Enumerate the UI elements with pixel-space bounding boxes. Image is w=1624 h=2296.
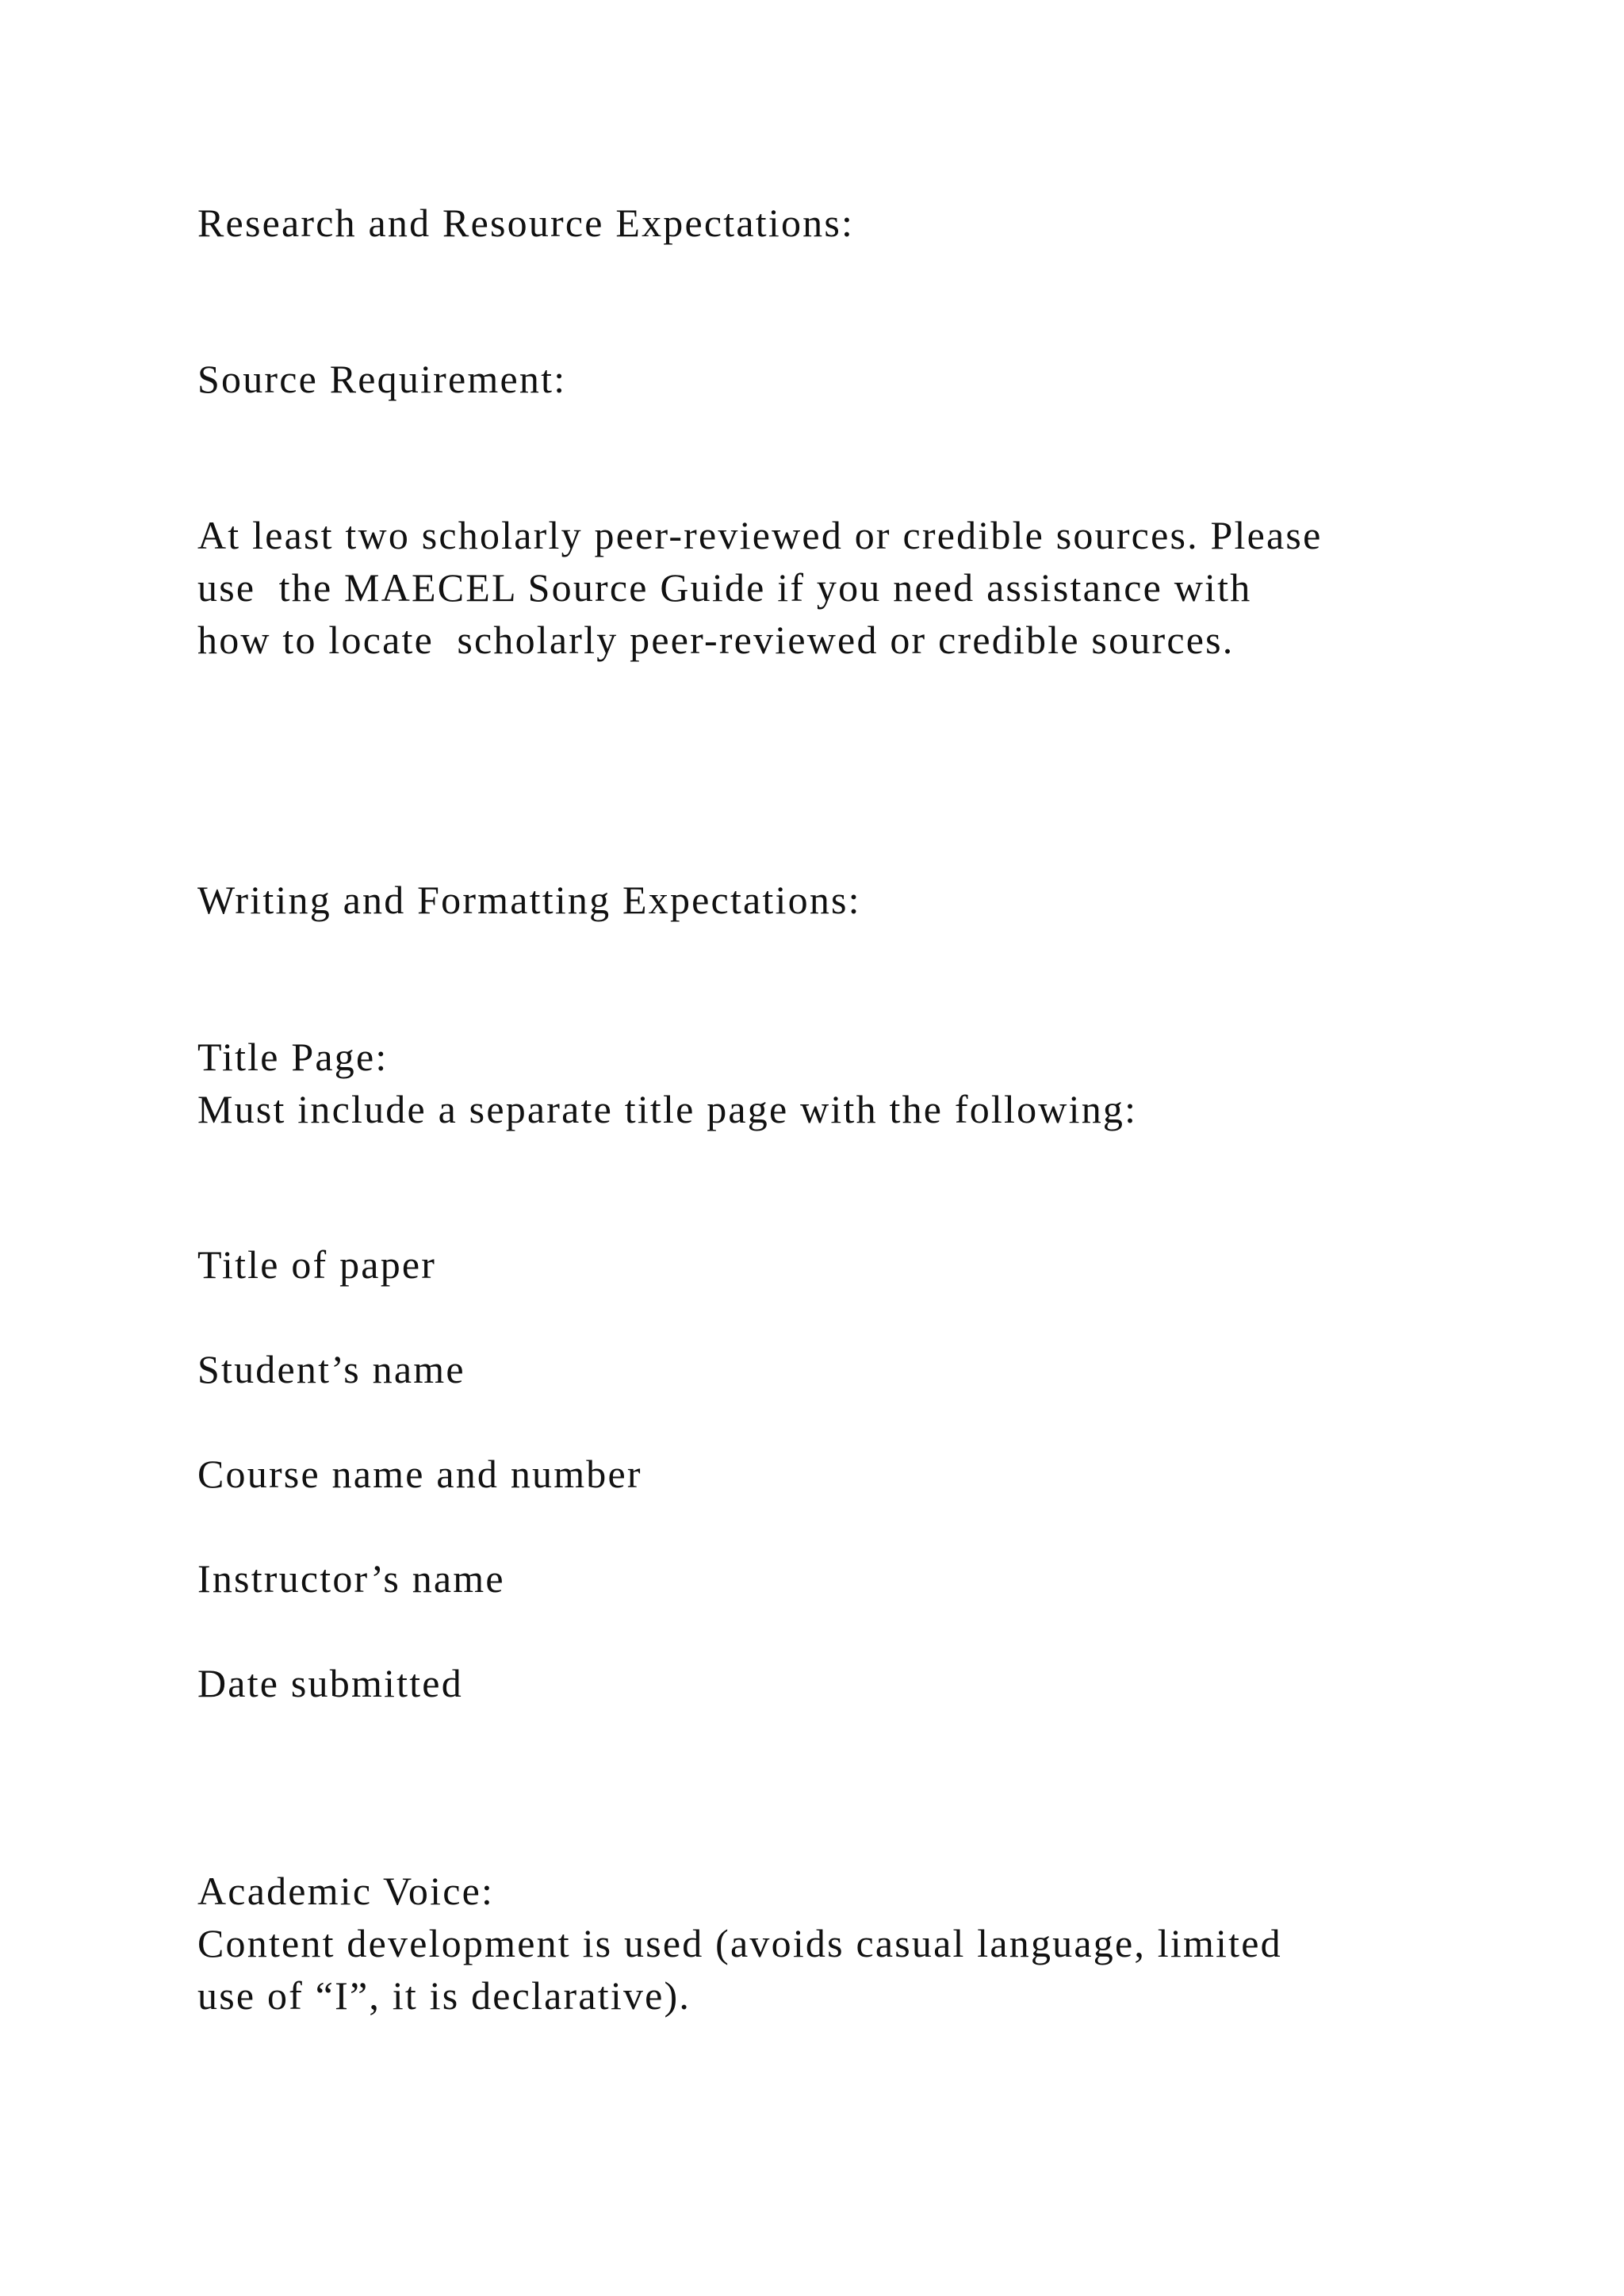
- paragraph-line: Content development is used (avoids casual language, limited: [197, 1921, 1282, 1965]
- title-page-section: [197, 1031, 1137, 1135]
- source-requirement-label: Source Requirement:: [197, 357, 567, 401]
- list-item-date-submitted: Date submitted: [197, 1661, 463, 1705]
- academic-voice-label: Academic Voice:: [197, 1869, 495, 1913]
- list-item-students-name: Student’s name: [197, 1347, 465, 1391]
- paragraph-line: use the MAECEL Source Guide if you need assistance with: [197, 565, 1252, 610]
- list-item-instructors-name: Instructor’s name: [197, 1556, 505, 1601]
- title-page-label: Title Page:: [197, 1035, 389, 1079]
- research-heading: Research and Resource Expectations:: [197, 201, 855, 245]
- writing-heading: Writing and Formatting Expectations:: [197, 878, 861, 922]
- list-item-title-of-paper: Title of paper: [197, 1242, 437, 1287]
- title-page-intro: Must include a separate title page with the following:: [197, 1087, 1138, 1131]
- source-requirement-paragraph: [197, 509, 1322, 666]
- paragraph-line: use of “I”, it is declarative).: [197, 1973, 691, 2018]
- academic-voice-section: [197, 1865, 1282, 2022]
- paragraph-line: how to locate scholarly peer-reviewed or credible sources.: [197, 618, 1235, 662]
- paragraph-line: At least two scholarly peer-reviewed or credible sources. Please: [197, 513, 1323, 557]
- list-item-course-name: Course name and number: [197, 1452, 642, 1496]
